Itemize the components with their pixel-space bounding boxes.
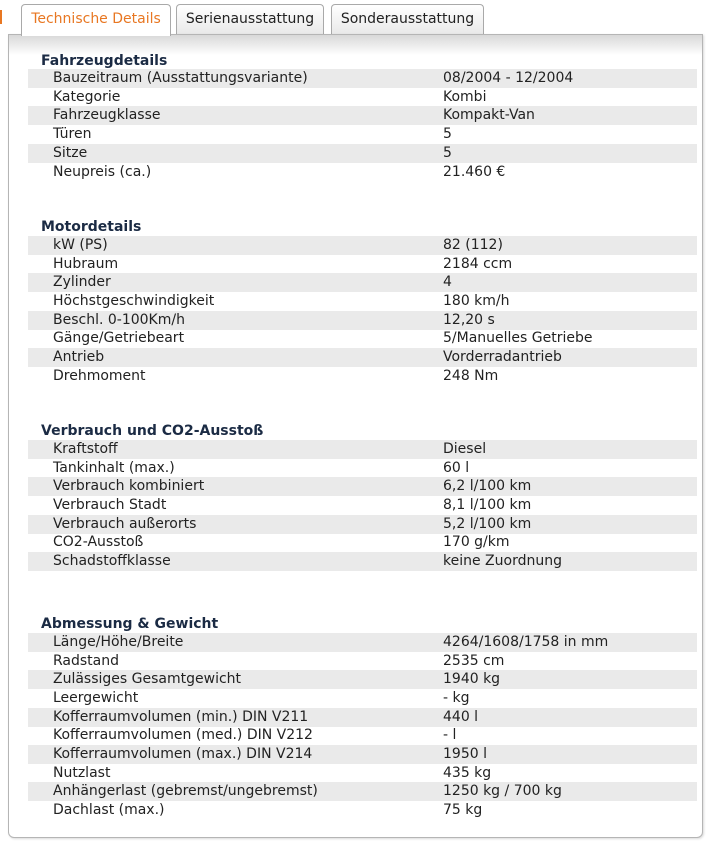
row-label: Radstand (53, 653, 120, 669)
table-row (28, 496, 697, 515)
table-row (28, 125, 697, 144)
row-label: Antrieb (53, 349, 105, 365)
row-label: Beschl. 0-100Km/h (53, 312, 185, 328)
row-value: 08/2004 - 12/2004 (443, 70, 574, 86)
table-row (28, 764, 697, 783)
row-value: Kompakt-Van (443, 107, 535, 123)
row-label: Leergewicht (53, 690, 139, 706)
table-row (28, 708, 697, 727)
row-value: 435 kg (443, 765, 492, 781)
tab-technische-details[interactable]: Technische Details (21, 4, 171, 36)
row-value: Kombi (443, 89, 487, 105)
table-row (28, 69, 697, 88)
table-row (28, 726, 697, 745)
table-row (28, 367, 697, 386)
table-row (28, 440, 697, 459)
table-row (28, 670, 697, 689)
row-label: Anhängerlast (gebremst/ungebremst) (53, 783, 318, 799)
row-value: 440 l (443, 709, 479, 725)
row-label: Kofferraumvolumen (min.) DIN V211 (53, 709, 309, 725)
row-value: 60 l (443, 460, 470, 476)
row-value: 5 (443, 145, 452, 161)
row-value: 180 km/h (443, 293, 510, 309)
section-title-abmessung: Abmessung & Gewicht (41, 616, 219, 632)
tab-sonderausstattung[interactable]: Sonderausstattung (331, 4, 484, 34)
row-label: Kategorie (53, 89, 121, 105)
row-value: 5,2 l/100 km (443, 516, 532, 532)
row-label: Neupreis (ca.) (53, 164, 152, 180)
section-title-verbrauch: Verbrauch und CO2-Ausstoß (41, 423, 264, 439)
table-row (28, 329, 697, 348)
row-value: - kg (443, 690, 470, 706)
row-label: Bauzeitraum (Ausstattungsvariante) (53, 70, 308, 86)
row-value: 4 (443, 274, 452, 290)
table-row (28, 652, 697, 671)
table-row (28, 255, 697, 274)
table-row (28, 348, 697, 367)
section-title-fahrzeugdetails: Fahrzeugdetails (41, 53, 168, 69)
table-row (28, 533, 697, 552)
row-label: Verbrauch kombiniert (53, 478, 205, 494)
table-row (28, 459, 697, 478)
row-value: 2535 cm (443, 653, 505, 669)
row-value: keine Zuordnung (443, 553, 562, 569)
row-label: Kraftstoff (53, 441, 118, 457)
row-value: 248 Nm (443, 368, 499, 384)
row-value: 1950 l (443, 746, 487, 762)
row-label: Zulässiges Gesamtgewicht (53, 671, 242, 687)
row-label: kW (PS) (53, 237, 108, 253)
table-row (28, 689, 697, 708)
table-row (28, 273, 697, 292)
row-label: Türen (53, 126, 92, 142)
table-row (28, 745, 697, 764)
row-label: Nutzlast (53, 765, 111, 781)
row-label: Gänge/Getriebeart (53, 330, 185, 346)
table-row (28, 477, 697, 496)
row-value: 21.460 € (443, 164, 506, 180)
row-value: 8,1 l/100 km (443, 497, 532, 513)
table-row (28, 163, 697, 182)
section-title-motordetails: Motordetails (41, 219, 142, 235)
table-row (28, 106, 697, 125)
row-value: 1940 kg (443, 671, 501, 687)
row-value: 6,2 l/100 km (443, 478, 532, 494)
row-label: Höchstgeschwindigkeit (53, 293, 215, 309)
row-label: Drehmoment (53, 368, 146, 384)
row-label: Länge/Höhe/Breite (53, 634, 184, 650)
row-label: Kofferraumvolumen (med.) DIN V212 (53, 727, 313, 743)
table-row (28, 801, 697, 820)
table-row (28, 144, 697, 163)
row-label: Verbrauch außerorts (53, 516, 197, 532)
row-label: Fahrzeugklasse (53, 107, 161, 123)
left-edge-accent (0, 10, 2, 24)
row-value: 82 (112) (443, 237, 503, 253)
row-value: 170 g/km (443, 534, 510, 550)
row-value: Vorderradantrieb (443, 349, 562, 365)
tab-serienausstattung[interactable]: Serienausstattung (176, 4, 324, 34)
row-value: 75 kg (443, 802, 483, 818)
row-label: Verbrauch Stadt (53, 497, 167, 513)
row-label: Dachlast (max.) (53, 802, 165, 818)
row-value: 1250 kg / 700 kg (443, 783, 562, 799)
row-value: 5/Manuelles Getriebe (443, 330, 593, 346)
row-value: Diesel (443, 441, 487, 457)
row-value: 12,20 s (443, 312, 495, 328)
row-label: Tankinhalt (max.) (53, 460, 175, 476)
table-row (28, 633, 697, 652)
row-value: 2184 ccm (443, 256, 513, 272)
row-value: 4264/1608/1758 in mm (443, 634, 609, 650)
table-row (28, 782, 697, 801)
row-label: Hubraum (53, 256, 119, 272)
table-row (28, 292, 697, 311)
row-label: CO2-Ausstoß (53, 534, 144, 550)
table-row (28, 88, 697, 107)
row-label: Schadstoffklasse (53, 553, 171, 569)
table-row (28, 311, 697, 330)
row-label: Zylinder (53, 274, 111, 290)
table-row (28, 552, 697, 571)
table-row (28, 236, 697, 255)
table-row (28, 515, 697, 534)
details-panel (8, 34, 703, 838)
row-value: 5 (443, 126, 452, 142)
row-label: Sitze (53, 145, 88, 161)
row-value: - l (443, 727, 457, 743)
row-label: Kofferraumvolumen (max.) DIN V214 (53, 746, 313, 762)
